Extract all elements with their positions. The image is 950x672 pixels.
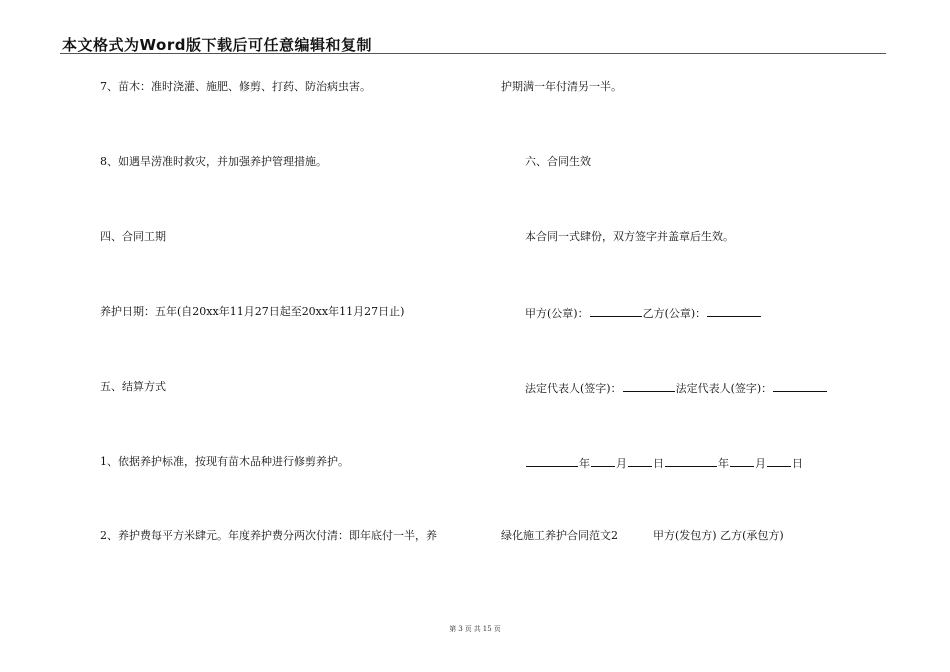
rep-a-sign-label: 法定代表人(签字)： <box>525 382 622 395</box>
left-line-2: 8、如遇旱涝准时救灾，并加强养护管理措施。 <box>100 155 327 168</box>
left-line-7: 2、养护费每平方米肆元。年度养护费分两次付清：即年底付一半，养 <box>100 529 437 542</box>
rep-b-sign-label: 法定代表人(签字)： <box>675 382 773 395</box>
left-line-5: 五、结算方式 <box>100 380 166 393</box>
date-a-month-label: 月 <box>616 457 627 470</box>
party-b-contractor: 乙方(承包方) <box>720 529 784 542</box>
date-a-year-label: 年 <box>579 457 590 470</box>
footer-total-unit: 页 <box>493 625 501 633</box>
right-line-7a: 绿化施工养护合同范文2 <box>501 529 618 542</box>
date-b-year-label: 年 <box>718 457 729 470</box>
footer-prefix: 第 <box>449 625 457 633</box>
right-line-4 <box>525 305 762 321</box>
party-b-seal-label: 乙方(公章)： <box>642 307 707 320</box>
right-line-5 <box>525 380 828 396</box>
left-line-4: 养护日期：五年(自20xx年11月27日起至20xx年11月27日止) <box>100 305 405 318</box>
left-line-3: 四、合同工期 <box>100 230 166 243</box>
date-b-month-blank <box>730 455 754 467</box>
document-header-title: 本文格式为Word版下载后可任意编辑和复制 <box>62 36 372 54</box>
date-b-day-label: 日 <box>792 457 803 470</box>
header-divider <box>60 53 886 54</box>
footer-page-number: 3 <box>458 625 463 633</box>
party-a-employer: 甲方(发包方) <box>653 529 717 542</box>
date-b-month-label: 月 <box>755 457 766 470</box>
footer-total-pages: 15 <box>482 625 492 633</box>
right-line-2: 六、合同生效 <box>525 155 591 168</box>
left-line-6: 1、依据养护标准，按现有苗木品种进行修剪养护。 <box>100 455 349 468</box>
right-line-6-date <box>525 455 803 471</box>
right-line-1: 护期满一年付清另一半。 <box>501 80 622 93</box>
right-line-3: 本合同一式肆份，双方签字并盖章后生效。 <box>525 230 734 243</box>
rep-b-sign-blank <box>773 380 827 392</box>
footer-total-prefix: 共 <box>473 625 481 633</box>
date-a-day-blank <box>628 455 652 467</box>
date-a-month-blank <box>591 455 615 467</box>
right-line-7b <box>653 529 784 543</box>
rep-a-sign-blank <box>623 380 675 392</box>
party-a-seal-blank <box>590 305 642 317</box>
left-line-1: 7、苗木：准时浇灌、施肥、修剪、打药、防治病虫害。 <box>100 80 371 93</box>
page-footer <box>0 624 950 634</box>
party-a-seal-label: 甲方(公章)： <box>525 307 589 320</box>
party-b-seal-blank <box>707 305 761 317</box>
date-b-year-blank <box>665 455 717 467</box>
footer-page-unit: 页 <box>464 625 472 633</box>
date-a-day-label: 日 <box>653 457 664 470</box>
date-a-year-blank <box>526 455 578 467</box>
date-b-day-blank <box>767 455 791 467</box>
